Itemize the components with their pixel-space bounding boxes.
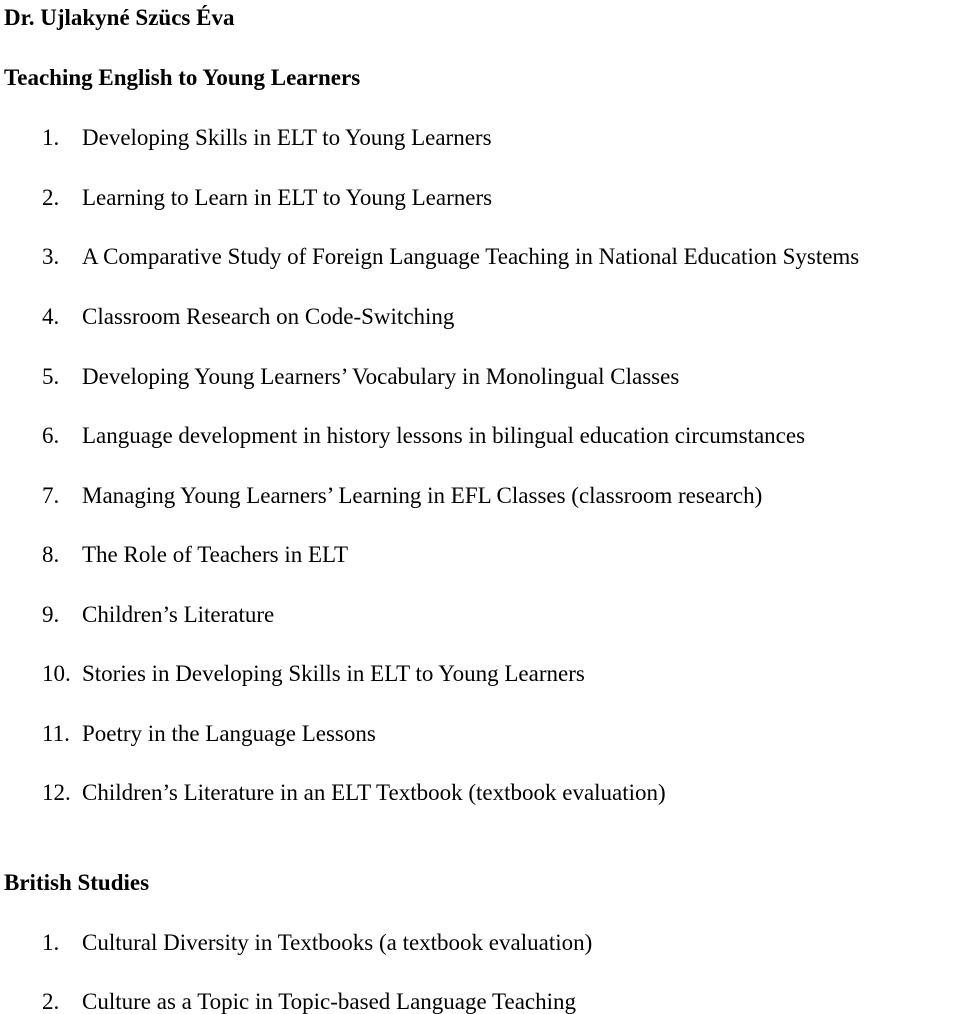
list-item-number: 5. bbox=[42, 364, 60, 389]
list-item-text: The Role of Teachers in ELT bbox=[82, 542, 349, 567]
author-name: Dr. Ujlakyné Szücs Éva bbox=[4, 5, 235, 30]
list-item-text: Culture as a Topic in Topic-based Language Teaching bbox=[82, 989, 576, 1014]
list-item-text: Children’s Literature in an ELT Textbook (textbook evaluation) bbox=[82, 780, 666, 805]
list-item-number: 9. bbox=[42, 602, 60, 627]
list-item-number: 12. bbox=[42, 780, 71, 805]
list-item-number: 6. bbox=[42, 423, 60, 448]
list-item-number: 2. bbox=[42, 185, 60, 210]
list-item-text: Developing Young Learners’ Vocabulary in Monolingual Classes bbox=[82, 364, 680, 389]
list-item-text: Classroom Research on Code-Switching bbox=[82, 304, 455, 329]
list-item-number: 4. bbox=[42, 304, 60, 329]
list-item-number: 7. bbox=[42, 483, 60, 508]
list-item-text: Developing Skills in ELT to Young Learners bbox=[82, 125, 492, 150]
list-item-text: Cultural Diversity in Textbooks (a textbook evaluation) bbox=[82, 930, 593, 955]
list-item-number: 3. bbox=[42, 244, 60, 269]
list-item-text: Language development in history lessons in bilingual education circumstances bbox=[82, 423, 806, 448]
list-item-text: Children’s Literature bbox=[82, 602, 275, 627]
list-item-number: 1. bbox=[42, 930, 60, 955]
list-item-number: 11. bbox=[42, 721, 70, 746]
list-item-text: A Comparative Study of Foreign Language Teaching in National Education Systems bbox=[82, 244, 860, 269]
list-item-text: Managing Young Learners’ Learning in EFL Classes (classroom research) bbox=[82, 483, 763, 508]
list-item-text: Stories in Developing Skills in ELT to Young Learners bbox=[82, 661, 585, 686]
section-heading-british-studies: British Studies bbox=[4, 870, 150, 895]
list-item-number: 1. bbox=[42, 125, 60, 150]
list-item-number: 10. bbox=[42, 661, 71, 686]
list-item-text: Poetry in the Language Lessons bbox=[82, 721, 376, 746]
section-heading-young-learners: Teaching English to Young Learners bbox=[4, 65, 361, 90]
list-item-number: 8. bbox=[42, 542, 60, 567]
list-item-number: 2. bbox=[42, 989, 60, 1014]
list-item-text: Learning to Learn in ELT to Young Learners bbox=[82, 185, 493, 210]
